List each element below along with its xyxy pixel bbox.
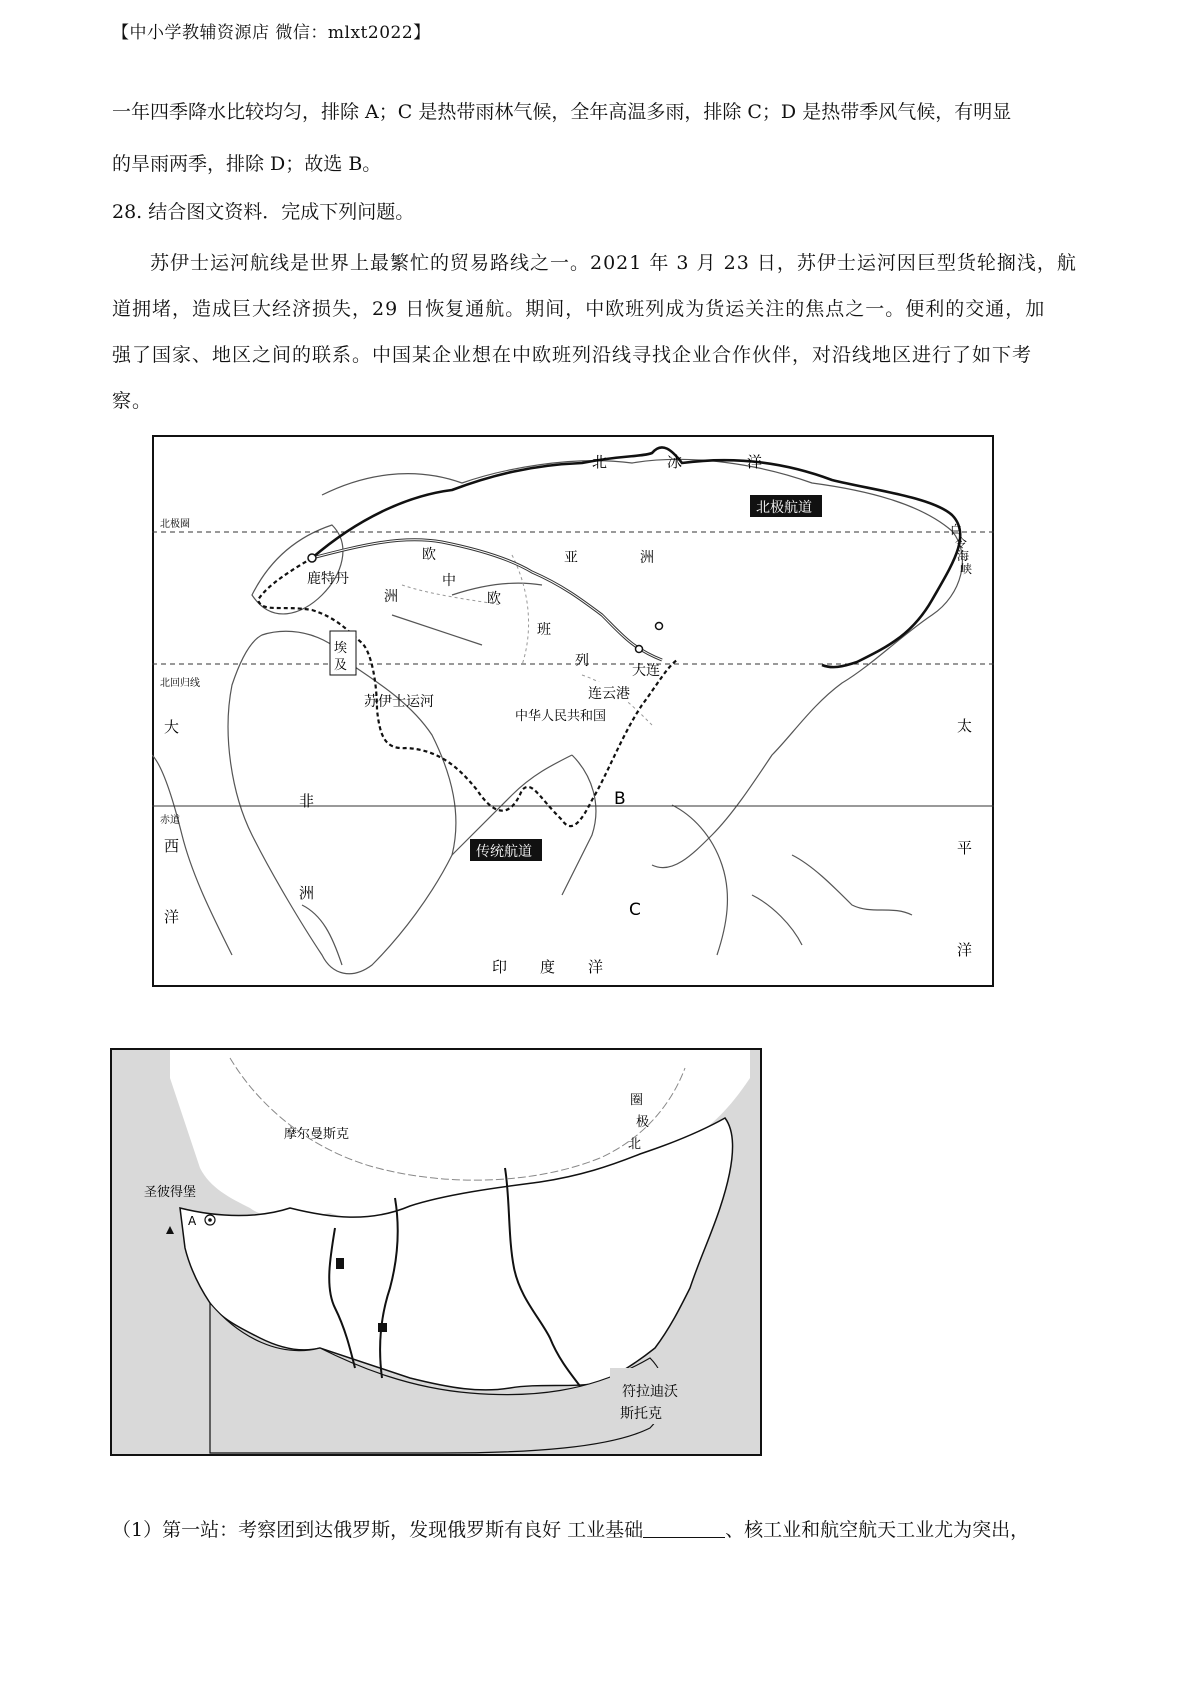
arctic-circle-label: 北极圈 bbox=[160, 519, 190, 530]
tropic-label: 北回归线 bbox=[160, 678, 200, 689]
pacific-2: 平 bbox=[957, 839, 973, 857]
traditional-route-label: 传统航道 bbox=[476, 844, 532, 860]
point-c-label: C bbox=[629, 900, 641, 920]
question-28: 28. 结合图文资料．完成下列问题。 bbox=[112, 201, 415, 223]
africa-2: 洲 bbox=[299, 884, 315, 902]
egypt-2: 及 bbox=[334, 658, 348, 673]
intro-line-2: 道拥堵，造成巨大经济损失，29 日恢复通航。期间，中欧班列成为货运关注的焦点之一。便利的交通，加 bbox=[112, 298, 1046, 320]
arctic-ocean-3: 洋 bbox=[747, 453, 763, 471]
intro-line-1: 苏伊士运河航线是世界上最繁忙的贸易路线之一。2021 年 3 月 23 日，苏伊士运河因巨型货轮搁浅，航 bbox=[150, 252, 1077, 274]
indian-2: 度 bbox=[540, 958, 556, 976]
train-char-2: 欧 bbox=[487, 591, 501, 607]
intro-line-4: 察。 bbox=[112, 390, 153, 412]
arctic-circle-char-2: 极 bbox=[636, 1115, 650, 1130]
question-1-part-b: 、核工业和航空航天工业尤为突出， bbox=[725, 1519, 1030, 1541]
suez-label: 苏伊士运河 bbox=[364, 694, 434, 710]
russia-map bbox=[110, 1048, 762, 1456]
bering-3: 海 bbox=[957, 549, 970, 563]
lianyungang-point bbox=[636, 646, 643, 653]
vladivostok-label-1: 符拉迪沃 bbox=[622, 1384, 678, 1400]
indian-1: 印 bbox=[492, 958, 508, 976]
equator-label: 赤道 bbox=[160, 815, 180, 826]
bering-1: 白 bbox=[950, 523, 963, 537]
answer-line-2: 的旱雨两季，排除 D；故选 B。 bbox=[112, 153, 382, 175]
dalian-point bbox=[656, 623, 663, 630]
europe-1: 欧 bbox=[422, 547, 436, 563]
arctic-circle-char-3: 北 bbox=[628, 1137, 642, 1152]
intro-line-3: 强了国家、地区之间的联系。中国某企业想在中欧班列沿线寻找企业合作伙伴，对沿线地区进行了如下考 bbox=[112, 344, 1033, 366]
pacific-3: 洋 bbox=[957, 941, 973, 959]
egypt-1: 埃 bbox=[334, 641, 348, 656]
arctic-ocean-1: 北 bbox=[592, 453, 608, 471]
arctic-circle-char-1: 圈 bbox=[630, 1093, 644, 1108]
lianyungang-label: 连云港 bbox=[588, 686, 630, 702]
prc-label: 中华人民共和国 bbox=[515, 709, 607, 724]
point-a-label: A bbox=[188, 1214, 197, 1228]
arctic-ocean-2: 冰 bbox=[667, 453, 683, 471]
train-char-1: 中 bbox=[442, 573, 456, 589]
point-b-label: B bbox=[614, 789, 626, 809]
small-rect-marker-1 bbox=[336, 1258, 344, 1269]
question-1-part-a: （1）第一站：考察团到达俄罗斯，发现俄罗斯有良好 工业基础 bbox=[112, 1519, 644, 1541]
pacific-1: 太 bbox=[957, 717, 973, 735]
indian-3: 洋 bbox=[588, 958, 604, 976]
point-a-dot bbox=[208, 1218, 212, 1222]
answer-blank[interactable] bbox=[643, 1519, 725, 1538]
train-char-3: 班 bbox=[537, 622, 551, 638]
asia-1: 亚 bbox=[564, 550, 578, 566]
atlantic-3: 洋 bbox=[164, 908, 180, 926]
rotterdam-point bbox=[308, 554, 316, 562]
murmansk-label: 摩尔曼斯克 bbox=[284, 1127, 350, 1142]
atlantic-1: 大 bbox=[164, 718, 180, 736]
arctic-route-label: 北极航道 bbox=[756, 500, 812, 516]
header-source: 【中小学教辅资源店 微信：mlxt2022】 bbox=[112, 23, 431, 43]
st-petersburg-label: 圣彼得堡 bbox=[144, 1185, 197, 1200]
answer-line-1: 一年四季降水比较均匀，排除 A；C 是热带雨林气候，全年高温多雨，排除 C；D 是热带季风气候，有明显 bbox=[112, 101, 1012, 123]
bering-2: 令 bbox=[955, 536, 968, 550]
vladivostok-label-2: 斯托克 bbox=[620, 1406, 662, 1422]
rotterdam-label: 鹿特丹 bbox=[307, 571, 349, 587]
dalian-label: 大连 bbox=[632, 663, 660, 679]
africa-1: 非 bbox=[299, 792, 315, 810]
atlantic-2: 西 bbox=[164, 837, 180, 855]
bering-4: 峡 bbox=[960, 562, 973, 576]
europe-2: 洲 bbox=[384, 589, 398, 605]
asia-2: 洲 bbox=[640, 550, 654, 566]
train-char-4: 列 bbox=[575, 653, 589, 669]
route-map bbox=[152, 435, 994, 987]
small-rect-marker-2 bbox=[378, 1323, 387, 1332]
question-1 bbox=[112, 1515, 1029, 1542]
